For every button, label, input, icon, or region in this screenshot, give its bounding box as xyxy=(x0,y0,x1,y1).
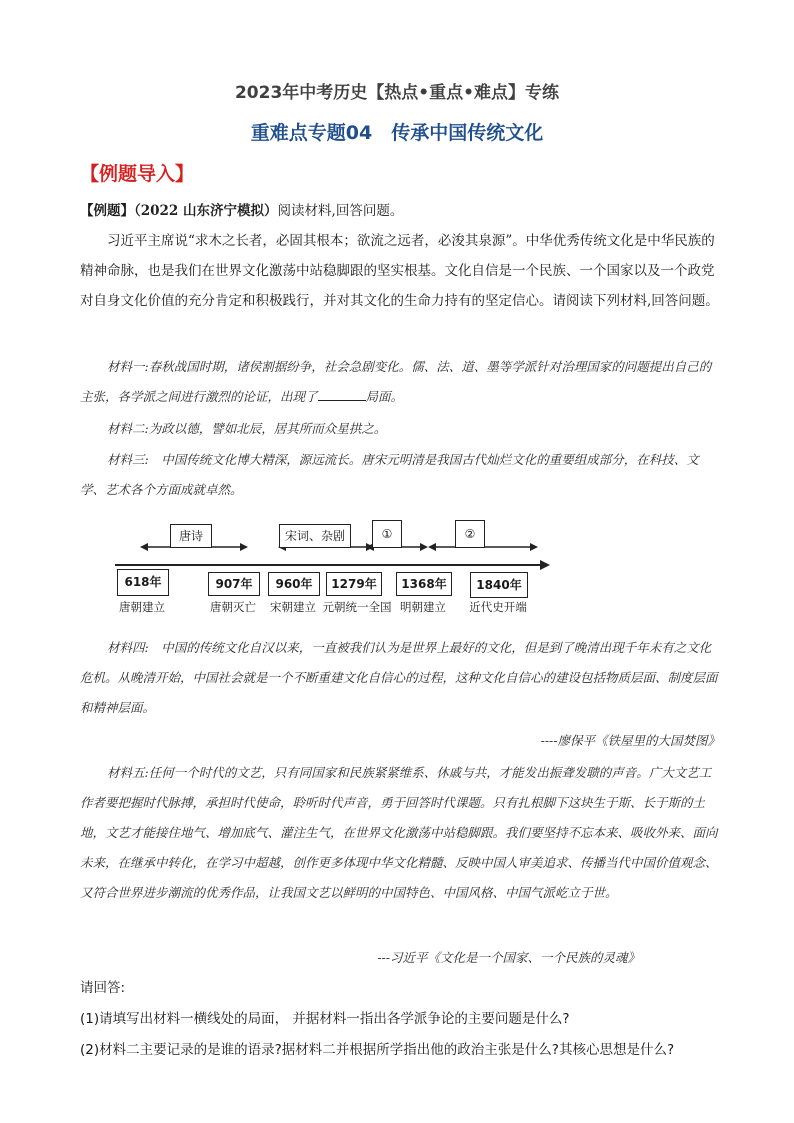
event-label-tang-fall: 唐朝灭亡 xyxy=(210,600,256,614)
period-box-1[interactable]: ① xyxy=(372,520,402,548)
period-box-song-ci: 宋词、杂剧 xyxy=(279,524,351,548)
example-source: （2022 山东济宁模拟） xyxy=(134,203,278,219)
year-box-960: 960年 xyxy=(268,572,320,596)
section-title: 【例题导入】 xyxy=(80,163,195,185)
material-4-source: ----廖保平《铁屋里的大国焚图》 xyxy=(540,733,720,748)
question-2: (2)材料二主要记录的是谁的语录?据材料二并根据所学指出他的政治主张是什么?其核心思想是什么? xyxy=(80,1042,675,1058)
page-title: 2023年中考历史【热点•重点•难点】专练 xyxy=(234,83,560,103)
material-3: 材料三: 中国传统文化博大精深，源远流长。唐宋元明清是我国古代灿烂文化的重要组成部分，在科技、文学、艺术各个方面成就卓然。 xyxy=(80,452,699,497)
event-label-modern-history: 近代史开端 xyxy=(469,600,527,614)
material-1-end: 局面。 xyxy=(365,389,404,404)
material-4: 材料四: 中国的传统文化自汉以来，一直被我们认为是世界上最好的文化，但是到了晚清出现千年未有之文化危机。从晚清开始，中国社会就是一个不断重建文化自信心的过程，这种文化自信心的建设包括物质层面、制度层面和精神层面。 xyxy=(80,640,718,715)
year-box-1279: 1279年 xyxy=(326,572,382,596)
intro-paragraph: 习近平主席说“求木之长者，必固其根本；欲流之远者，必浚其泉源”。中华优秀传统文化是中华民族的精神命脉，也是我们在世界文化激荡中站稳脚跟的坚实根基。文化自信是一个民族、一个国家以及一个政党对自身文化价值的充分肯定和积极践行，并对其文化的生命力持有的坚定信心。请阅读下列材料,回答问题。 xyxy=(80,233,719,309)
material-2: 材料二:为政以德，譬如北辰，居其所而众星拱之。 xyxy=(107,421,387,436)
example-line xyxy=(80,196,720,226)
year-box-1840: 1840年 xyxy=(470,572,528,598)
event-label-ming-founded: 明朝建立 xyxy=(400,600,446,614)
timeline-axis-arrowhead xyxy=(540,560,550,570)
page-subtitle: 重难点专题04 传承中国传统文化 xyxy=(250,122,544,144)
material-5-source: ---习近平《文化是一个国家、一个民族的灵魂》 xyxy=(377,950,640,965)
questions-prompt: 请回答: xyxy=(80,980,126,996)
event-label-song-founded: 宋朝建立 xyxy=(270,600,316,614)
example-instruction: 阅读材料,回答问题。 xyxy=(277,203,404,219)
year-box-1368: 1368年 xyxy=(396,572,452,596)
year-box-618: 618年 xyxy=(117,569,169,596)
material-1-text: 材料一:春秋战国时期，诸侯割据纷争，社会急剧变化。儒、法、道、墨等学派针对治理国家的问题提出自己的主张，各学派之间进行激烈的论证，出现了 xyxy=(80,359,712,404)
year-box-907: 907年 xyxy=(208,572,260,596)
answer-blank[interactable] xyxy=(318,386,366,401)
material-1 xyxy=(80,352,720,412)
period-box-tang-poetry: 唐诗 xyxy=(170,524,212,548)
event-label-yuan-unify: 元朝统一全国 xyxy=(322,600,392,614)
event-label-tang-founded: 唐朝建立 xyxy=(119,600,165,614)
example-label: 【例题】 xyxy=(80,203,134,219)
material-5: 材料五:任何一个时代的文艺，只有同国家和民族紧紧维系、休戚与共，才能发出振聋发聩的声音。广大文艺工作者要把握时代脉搏，承担时代使命，聆听时代声音，勇于回答时代课题。只有扎根脚下这块生于斯、长于斯的土地，文艺才能接住地气、增加底气、灌注生气，在世界文化激荡中站稳脚跟。我们要坚持不忘本来、吸收外来、面向未来，在继承中转化，在学习中超越，创作更多体现中华文化精髓、反映中国人审美追求、传播当代中国价值观念、又符合世界进步潮流的优秀作品，让我国文艺以鲜明的中国特色、中国风格、中国气派屹立于世。 xyxy=(80,765,718,900)
question-1: (1)请填写出材料一横线处的局面， 并据材料一指出各学派争论的主要问题是什么? xyxy=(80,1011,570,1027)
period-box-2[interactable]: ② xyxy=(455,520,485,548)
